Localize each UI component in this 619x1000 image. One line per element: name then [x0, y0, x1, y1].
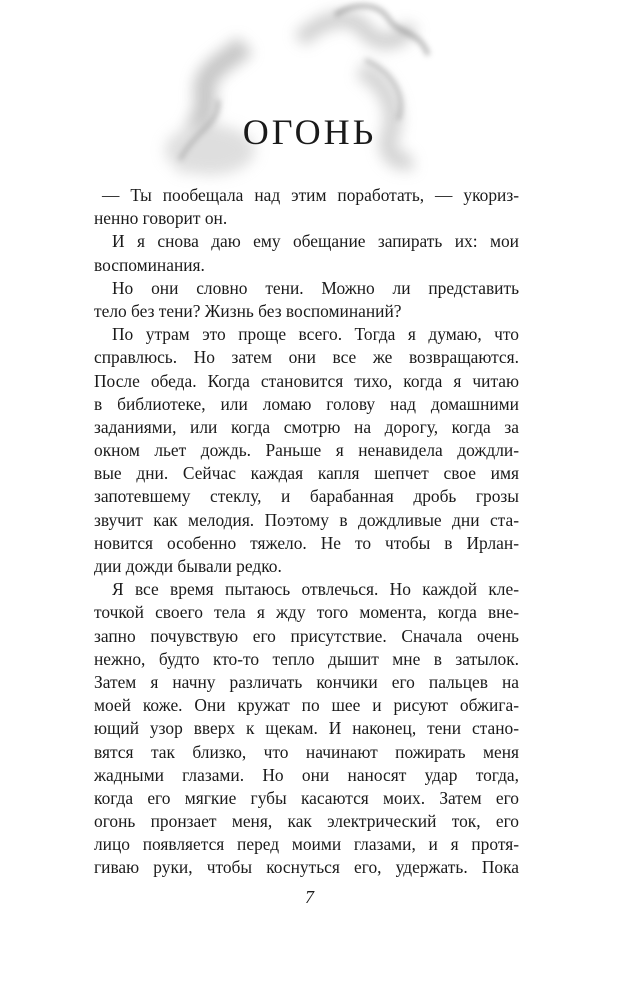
text-line: заданиями, или когда смотрю на дорогу, когда за: [94, 416, 519, 437]
text-line: когда его мягкие губы касаются моих. Затем его: [94, 787, 519, 808]
text-line: гиваю руки, чтобы коснуться его, удержать. Пока: [94, 857, 519, 878]
page-number: 7: [305, 887, 314, 907]
text-line: После обеда. Когда становится тихо, когда я читаю: [94, 370, 519, 391]
text-line: огонь пронзает меня, как электрический ток, его: [94, 811, 519, 832]
body-text: [94, 184, 519, 880]
text-line: запотевшему стеклу, и барабанная дробь грозы: [94, 486, 519, 507]
text-line: новится особенно тяжело. Не то чтобы в Ирлан-: [94, 532, 519, 553]
text-line: звучит как мелодия. Поэтому в дождливые дни ста-: [94, 509, 519, 530]
text-line: справлюсь. Но затем они все же возвращаются.: [94, 347, 519, 368]
text-line: моей коже. Они кружат по шее и рисуют обжига-: [94, 695, 519, 716]
text-line: И я снова даю ему обещание запирать их: мои: [112, 231, 519, 252]
text-line: воспоминания.: [94, 254, 205, 275]
text-line: ющий узор вверх к щекам. И наконец, тени стано-: [94, 718, 519, 739]
text-line: точкой своего тела я жду того момента, когда вне-: [94, 602, 519, 623]
text-line: вятся так близко, что начинают пожирать меня: [94, 741, 519, 762]
text-line: жадными глазами. Но они наносят удар тогда,: [94, 764, 519, 785]
chapter-title: ОГОНЬ: [242, 112, 377, 152]
text-line: По утрам это проще всего. Тогда я думаю, что: [112, 324, 519, 345]
smoke-illustration: [150, 0, 450, 190]
text-line: вые дни. Сейчас каждая капля шепчет свое имя: [94, 463, 519, 484]
text-line: Затем я начну различать кончики его пальцев на: [94, 671, 519, 692]
text-line: дии дожди бывали редко.: [94, 556, 282, 576]
text-line: ненно говорит он.: [94, 208, 228, 229]
text-line: запно почувствую его присутствие. Сначала очень: [94, 625, 519, 646]
text-line: окном льет дождь. Раньше я ненавидела дождли-: [94, 440, 519, 461]
text-line: — Ты пообещала над этим поработать, — укориз-: [102, 185, 519, 205]
text-line: тело без тени? Жизнь без воспоминаний?: [94, 300, 402, 321]
text-line: в библиотеке, или ломаю голову над домашними: [94, 393, 519, 414]
text-line: Я все время пытаюсь отвлечься. Но каждой кле-: [112, 579, 519, 600]
text-line: лицо появляется перед моими глазами, и я протя-: [94, 834, 519, 855]
text-line: Но они словно тени. Можно ли представить: [112, 277, 519, 298]
text-line: нежно, будто кто-то тепло дышит мне в затылок.: [94, 648, 519, 669]
